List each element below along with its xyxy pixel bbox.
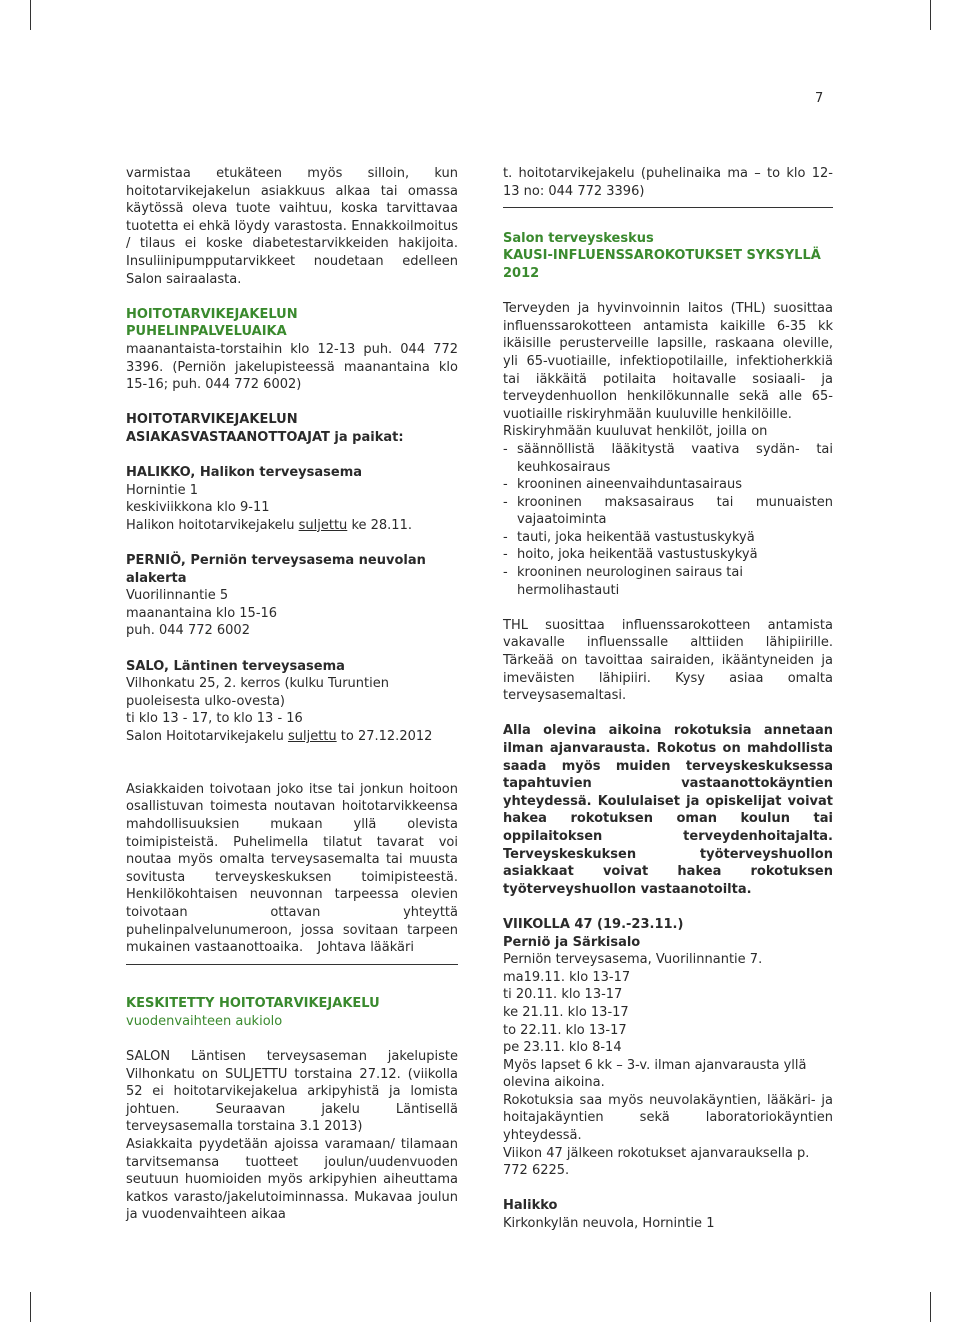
- list-item: - krooninen aineenvaihduntasairaus: [503, 477, 742, 493]
- week-place-heading: Perniö ja Särkisalo: [503, 934, 641, 950]
- list-item: - säännöllistä lääkitystä vaativa sydän- tai keuhkosairaus: [503, 441, 833, 475]
- flu-text: Terveyden ja hyvinvoinnin laitos (THL) suosittaa influenssarokotteen antamista kaikille 6-35 kk ikäisille perusterveille lapsille, raskaana oleville, yli 65-vuotiaille, infektiopotilaille, infektioherkkiä tai iäkkäitä potilaita hoitavalle sosiaali- ja terveydenhuollon henkilökunnalle sekä alle 65-vuotiaille riskiryhmään kuuluville henkilöille.: [503, 301, 833, 422]
- risk-list: [503, 441, 833, 599]
- list-item: - hoito, joka heikentää vastustuskykyä: [503, 547, 758, 563]
- halikko-hours: keskiviikkona klo 9-11: [126, 500, 270, 516]
- walk-in-notice: Alla olevina aikoina rokotuksia annetaan ilman ajanvarausta. Rokotus on mahdollista saada myös muiden terveyskeskuksessa tapahtuvien vastaanottokäyntien yhteydessä. Koululaiset ja opiskelijat voivat hakea rokotuksen oman koulun tai oppilaitoksen terveydenhoitajalta. Terveyskeskuksen työterveyshuollon asiakkaat voivat hakea rokotuksen työterveyshuollon vastaanotoilta.: [503, 723, 833, 897]
- week-note-3: Viikon 47 jälkeen rokotukset ajanvarauksella p. 772 6225.: [503, 1145, 810, 1179]
- pernio-phone: puh. 044 772 6002: [126, 623, 250, 639]
- central-subheading: vuodenvaihteen aukiolo: [126, 1013, 283, 1029]
- divider-right: [503, 206, 833, 208]
- phone-service-heading: HOITOTARVIKEJAKELUN PUHELINPALVELUAIKA: [126, 306, 298, 340]
- salo-note: [126, 728, 458, 746]
- salo-note-post: to 27.12.2012: [340, 729, 433, 744]
- thl-text: THL suosittaa influenssarokotteen antamista vakavalle influenssalle alttiiden lähipiirille. Tärkeää on tavoittaa sairaiden, ikääntyneiden ja imeväisten lähipiiri. Kysy asiaa omalta terveysasemaltasi.: [503, 617, 833, 704]
- halikko-address: Hornintie 1: [126, 482, 199, 498]
- intro-paragraph: varmistaa etukäteen myös silloin, kun hoitotarvikejakelun asiakkuus alkaa tai omassa käytössä oleva tuote vaihtuu, koska tarvittavaa tuotetta ei ehkä löydy varastosta. Ennakkoilmoitus / tilaus ei koske diabetestarvikkeiden hakijoita. Insuliinipumpputarvikkeet noudetaan edelleen Salon sairaalasta.: [126, 166, 458, 287]
- halikko-note-post: ke 28.11.: [351, 517, 412, 533]
- week-time: pe 23.11. klo 8-14: [503, 1040, 622, 1056]
- risk-intro: Riskiryhmään kuuluvat henkilöt, joilla on: [503, 424, 768, 440]
- right-intro: t. hoitotarvikejakelu (puhelinaika ma – to klo 12-13 no: 044 772 3396): [503, 166, 833, 199]
- week-time: ke 21.11. klo 13-17: [503, 1004, 629, 1020]
- list-item: - tauti, joka heikentää vastustuskykyä: [503, 529, 755, 545]
- crop-mark-top-left: [30, 0, 31, 30]
- service-hours-heading: HOITOTARVIKEJAKELUN ASIAKASVASTAANOTTOAJAT ja paikat:: [126, 412, 404, 445]
- halikko-note-closed: suljettu: [298, 517, 348, 533]
- divider-left: [126, 963, 458, 965]
- salo-note-closed: suljettu: [287, 729, 337, 744]
- halikko-note: [126, 517, 458, 535]
- salo-hours: ti klo 13 - 17, to klo 13 - 16: [126, 711, 303, 727]
- customers-text: Asiakkaiden toivotaan joko itse tai jonkun hoitoon osallistuvan toimesta noutavan hoitotarvikkeensa mahdollisuuksien mukaan yllä olevista toimipisteistä. Puhelimella tilatut tavarat voi noutaa myös omalta terveysasemalta tai muusta sovitusta terveyskeskuksen toimipisteestä. Henkilökohtaisen neuvonnan tarpeessa olevien toivotaan ottavan yhteyttä puhelinpalvelunumeroon, jossa sovitaan tarpeen mukainen vastaanottoaika.: [126, 781, 458, 956]
- flu-heading-1: Salon terveyskeskus: [503, 230, 654, 246]
- customers-paragraph: [126, 781, 458, 957]
- pernio-hours: maanantaina klo 15-16: [126, 605, 278, 621]
- crop-mark-bottom-left: [30, 1292, 31, 1322]
- week-time: ti 20.11. klo 13-17: [503, 987, 623, 1003]
- salo-address: Vilhonkatu 25, 2. kerros (kulku Turuntien puoleisesta ulko-ovesta): [126, 676, 389, 709]
- salo-note-pre: Salon Hoitotarvikejakelu: [126, 729, 284, 744]
- week-place: Perniön terveysasema, Vuorilinnantie 7.: [503, 952, 763, 968]
- list-item: - krooninen neurologinen sairaus tai hermolihastauti: [503, 565, 743, 598]
- flu-heading-2: KAUSI-INFLUENSSAROKOTUKSET SYKSYLLÄ 2012: [503, 248, 821, 281]
- salo-title: SALO, Läntinen terveysasema: [126, 658, 345, 674]
- signature: Johtava lääkäri: [317, 940, 414, 956]
- halikko-title: HALIKKO, Halikon terveysasema: [126, 465, 363, 481]
- week-note-2: Rokotuksia saa myös neuvolakäyntien, lääkäri- ja hoitajakäyntien sekä laboratoriokäyntien yhteydessä.: [503, 1092, 833, 1144]
- halikko-vaccination-text: Kirkonkylän neuvola, Hornintie 1: [503, 1216, 715, 1232]
- crop-mark-bottom-right: [930, 1292, 931, 1322]
- phone-service-text: maanantaista-torstaihin klo 12-13 puh. 044 772 3396. (Perniön jakelupisteessä maanantaina klo 15-16; puh. 044 772 6002): [126, 341, 458, 393]
- pernio-address: Vuorilinnantie 5: [126, 588, 229, 604]
- central-text-2: Asiakkaita pyydetään ajoissa varamaan/ tilamaan tarvitsemansa tuotteet joulun/uudenvuoden seutuun huomioiden myös arkipyhien aiheuttama katkos varasto/jakelutoiminnassa. Mukavaa joulun ja vuodenvaihteen aikaa: [126, 1137, 458, 1223]
- week-time: to 22.11. klo 13-17: [503, 1022, 627, 1038]
- central-text-1: SALON Läntisen terveysaseman jakelupiste Vilhonkatu on SULJETTU torstaina 27.12. (viikolla 52 ei hoitotarvikejakelua arkipyhistä ja lomista johtuen. Seuraavan jakelu Läntisellä terveysasemalla torstaina 3.1 2013): [126, 1049, 458, 1135]
- halikko-vaccination-heading: Halikko: [503, 1198, 558, 1214]
- week-time: ma19.11. klo 13-17: [503, 969, 631, 985]
- week-heading: VIIKOLLA 47 (19.-23.11.): [503, 916, 684, 932]
- crop-mark-top-right: [930, 0, 931, 30]
- page-number: 7: [815, 91, 824, 106]
- list-item: - krooninen maksasairaus tai munuaisten vajaatoiminta: [503, 494, 833, 528]
- halikko-note-pre: Halikon hoitotarvikejakelu: [126, 517, 295, 533]
- left-column: [126, 165, 458, 1224]
- week-note-1: Myös lapset 6 kk – 3-v. ilman ajanvarausta yllä olevina aikoina.: [503, 1057, 807, 1091]
- central-heading: KESKITETTY HOITOTARVIKEJAKELU: [126, 996, 380, 1012]
- right-column: [503, 165, 833, 1233]
- pernio-title: PERNIÖ, Perniön terveysasema neuvolan alakerta: [126, 553, 426, 586]
